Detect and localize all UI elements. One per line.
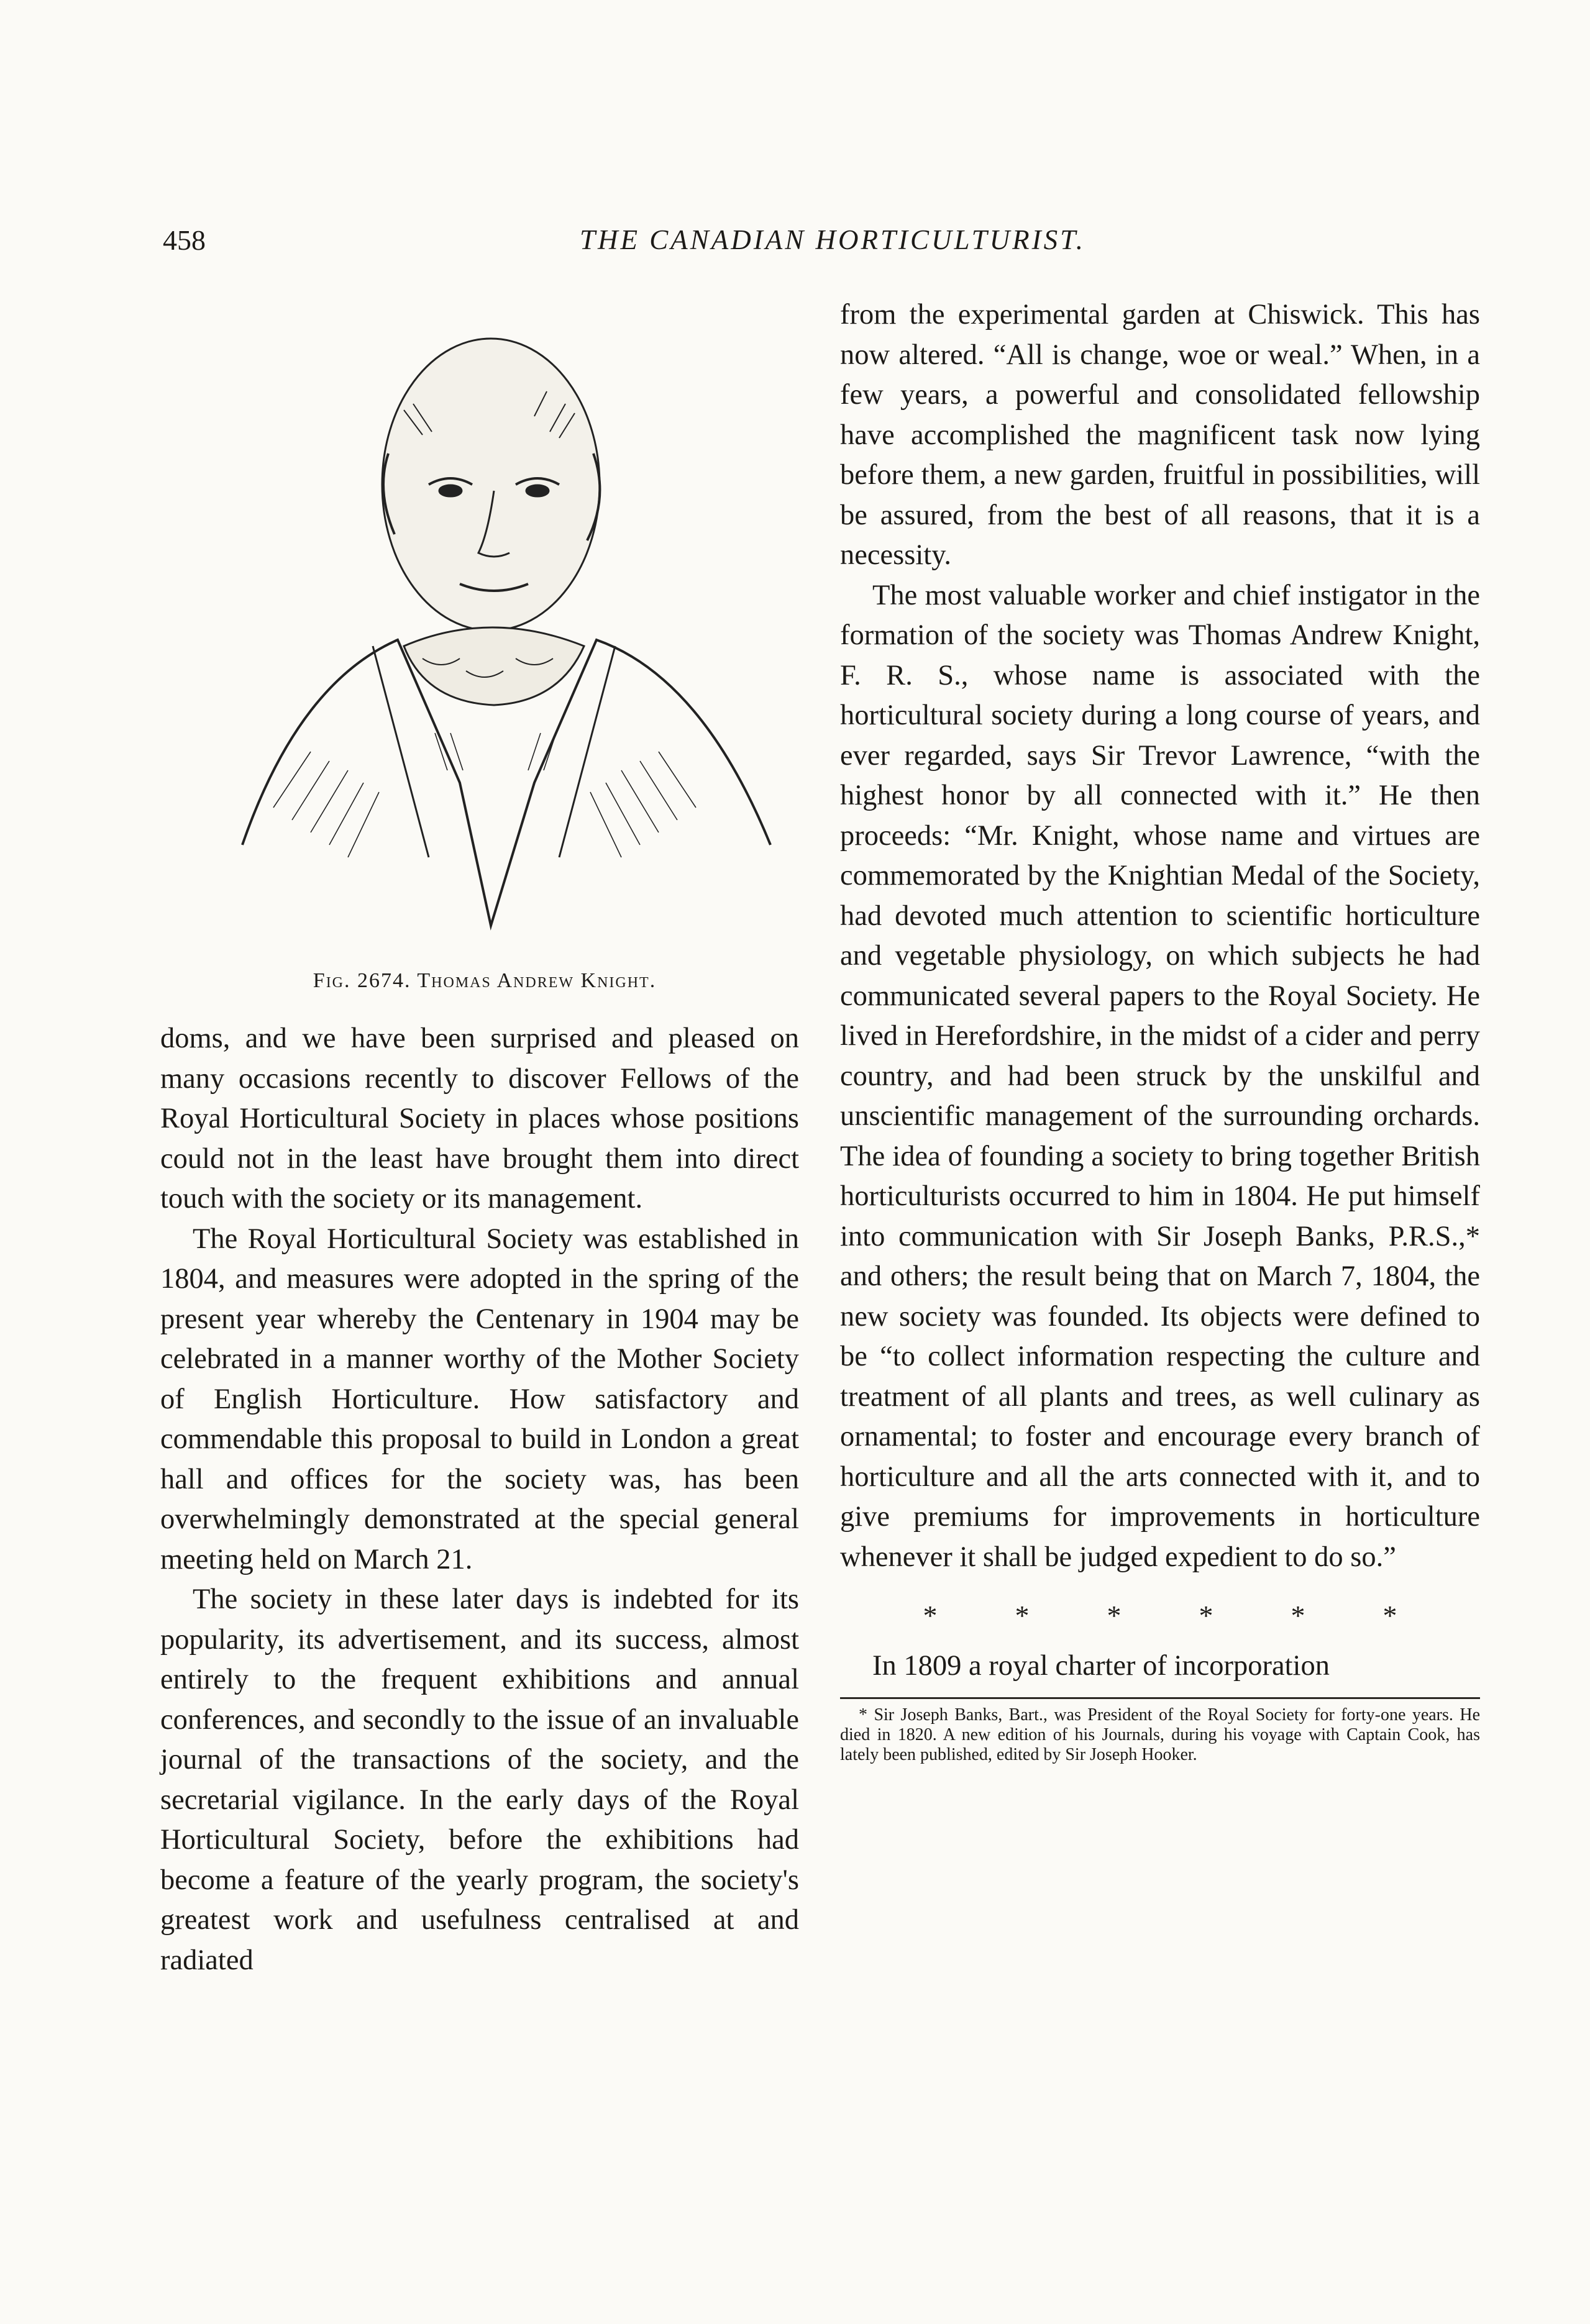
star: * <box>1107 1600 1122 1631</box>
star: * <box>1015 1600 1030 1631</box>
paragraph: The Royal Horticultural Society was established in 1804, and measures were adopted in the spring of the present year whereby the Centenary in 1904 may be celebrated in a manner worthy of the Mother Society of English Horticulture. How satisfactory and commendable this proposal to build in London a great hall and offices for the society was, has been overwhelmingly demonstrated at the special general meeting held on March 21. <box>160 1223 799 1575</box>
footnote: * Sir Joseph Banks, Bart., was President of the Royal Society for forty-one years. He died in 1820. A new edition of his Journals, during his voyage with Captain Cook, has lately been published, edited by Sir Joseph Hooker. <box>840 1705 1480 1764</box>
engraved-portrait-icon <box>242 339 770 926</box>
left-column <box>160 1019 799 1980</box>
paragraph: The society in these later days is indebted for its popularity, its advertisement, and its success, almost entirely to the frequent exhibitions and annual conferences, and secondly to the issue of an invaluable journal of the transactions of the society, and the secretarial vigilance. In the early days of the Royal Horticultural Society, before the exhibitions had become a feature of the yearly program, the society's greatest work and usefulness centralised at and radiated <box>160 1584 799 1976</box>
star: * <box>1382 1600 1397 1631</box>
page-number: 458 <box>163 224 206 256</box>
star: * <box>1291 1600 1305 1631</box>
right-column <box>840 295 1480 1765</box>
paragraph: doms, and we have been surprised and pleased on many occasions recently to discover Fellows of the Royal Horticultural Society in places whose positions could not in the least have brought them into direct touch with the society or its management. <box>160 1023 799 1214</box>
portrait-figure <box>168 298 802 963</box>
section-break <box>840 1596 1480 1636</box>
running-title: THE CANADIAN HORTICULTURIST. <box>579 224 1086 255</box>
figure-caption: Fig. 2674. Thomas Andrew Knight. <box>313 969 657 992</box>
paragraph: In 1809 a royal charter of incorporation <box>872 1649 1330 1682</box>
star: * <box>923 1600 938 1631</box>
paragraph: The most valuable worker and chief instigator in the formation of the society was Thomas Andrew Knight, F. R. S., whose name is associated with the horticultural society during a long course of years, and ever regarded, says Sir Trevor Lawrence, “with the highest honor by all connected with it.” He then proceeds: “Mr. Knight, whose name and virtues are commemorated by the Knightian Medal of the Society, had devoted much attention to scientific horticulture and vegetable physiology, on which subjects he had communicated several papers to the Royal Society. He lived in Herefordshire, in the midst of a cider and perry country, and had been struck by the unskilful and unscientific management of the surrounding orchards. The idea of founding a society to bring together British horticulturists occurred to him in 1804. He put himself into communication with Sir Joseph Banks, P.R.S.,* and others; the result being that on March 7, 1804, the new society was founded. Its objects were defined to be “to collect information respecting the culture and treatment of all plants and trees, as well culinary as ornamental; to foster and encourage every branch of horticulture and all the arts connected with it, and to give premiums for improvements in horticulture whenever it shall be judged expedient to do so.” <box>840 579 1480 1573</box>
paragraph: from the experimental garden at Chiswick. This has now altered. “All is change, woe or weal.” When, in a few years, a powerful and consolidated fellowship have accomplished the magnificent task now lying before them, a new garden, fruitful in possibilities, will be assured, from the best of all reasons, that it is a necessity. <box>840 299 1480 571</box>
footnote-rule <box>840 1697 1480 1699</box>
star: * <box>1199 1600 1213 1631</box>
